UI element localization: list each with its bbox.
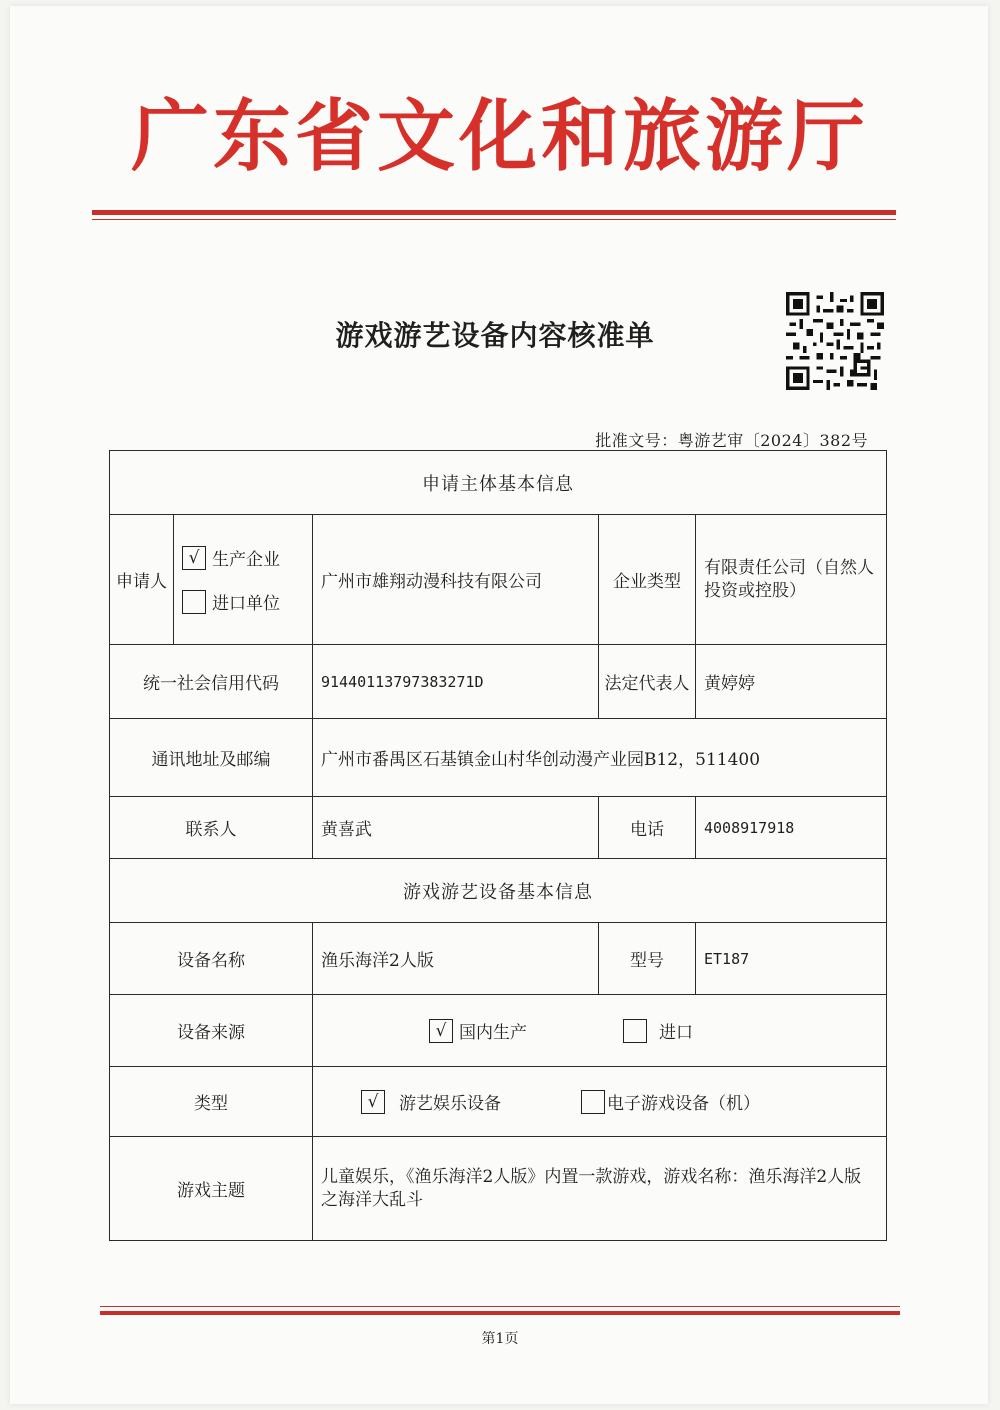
applicant-label: 申请人: [110, 515, 174, 645]
address-value: 广州市番禺区石基镇金山村华创动漫产业园B12，511400: [313, 719, 887, 797]
device-source-options: [313, 995, 887, 1067]
contact-value: 黄喜武: [313, 797, 599, 859]
page-number: 第1页: [481, 1331, 519, 1347]
importer-label: 进口单位: [212, 594, 280, 614]
domestic-checkbox[interactable]: √: [429, 1019, 453, 1043]
footer-rule-thick: [100, 1311, 900, 1315]
game-theme-value: 儿童娱乐，《渔乐海洋2人版》内置一款游戏，游戏名称：渔乐海洋2人版之海洋大乱斗: [313, 1137, 887, 1241]
model-value: ET187: [696, 923, 887, 995]
address-label: 通讯地址及邮编: [110, 719, 313, 797]
manufacturer-checkbox[interactable]: √: [182, 546, 206, 570]
letterhead-rule-thin: [92, 219, 896, 220]
applicant-type-options: [174, 515, 313, 645]
letterhead-rule-thick: [92, 210, 896, 215]
section-applicant-info: 申请主体基本信息: [110, 451, 887, 515]
phone-value: 4008917918: [696, 797, 887, 859]
legal-rep-label: 法定代表人: [599, 645, 696, 719]
import-label: 进口: [659, 1023, 693, 1043]
domestic-label: 国内生产: [459, 1023, 527, 1043]
importer-checkbox[interactable]: [182, 590, 206, 614]
device-type-options: [313, 1067, 887, 1137]
qr-code-icon: [786, 292, 884, 390]
amusement-label: 游艺娱乐设备: [399, 1094, 501, 1114]
electronic-label: 电子游戏设备（机）: [607, 1094, 760, 1114]
credit-code-value: 91440113797383271D: [313, 645, 599, 719]
contact-label: 联系人: [110, 797, 313, 859]
phone-label: 电话: [599, 797, 696, 859]
import-checkbox[interactable]: [623, 1019, 647, 1043]
applicant-name: 广州市雄翔动漫科技有限公司: [313, 515, 599, 645]
section-device-info: 游戏游艺设备基本信息: [110, 859, 887, 923]
device-source-label: 设备来源: [110, 995, 313, 1067]
company-type-label: 企业类型: [599, 515, 696, 645]
device-name-value: 渔乐海洋2人版: [313, 923, 599, 995]
credit-code-label: 统一社会信用代码: [110, 645, 313, 719]
game-theme-label: 游戏主题: [110, 1137, 313, 1241]
legal-rep-value: 黄婷婷: [696, 645, 887, 719]
letterhead-title: 广东省文化和旅游厅: [130, 91, 869, 182]
manufacturer-label: 生产企业: [212, 550, 280, 570]
approval-number: 批准文号：粤游艺审〔2024〕382号: [595, 431, 868, 450]
amusement-checkbox[interactable]: √: [361, 1090, 385, 1114]
model-label: 型号: [599, 923, 696, 995]
company-type-value: 有限责任公司（自然人投资或控股）: [696, 515, 887, 645]
document-title: 游戏游艺设备内容核准单: [335, 319, 655, 352]
footer-rule-thin: [100, 1306, 900, 1307]
approval-form-table: [109, 450, 887, 1241]
device-type-label: 类型: [110, 1067, 313, 1137]
device-name-label: 设备名称: [110, 923, 313, 995]
electronic-checkbox[interactable]: [581, 1090, 605, 1114]
